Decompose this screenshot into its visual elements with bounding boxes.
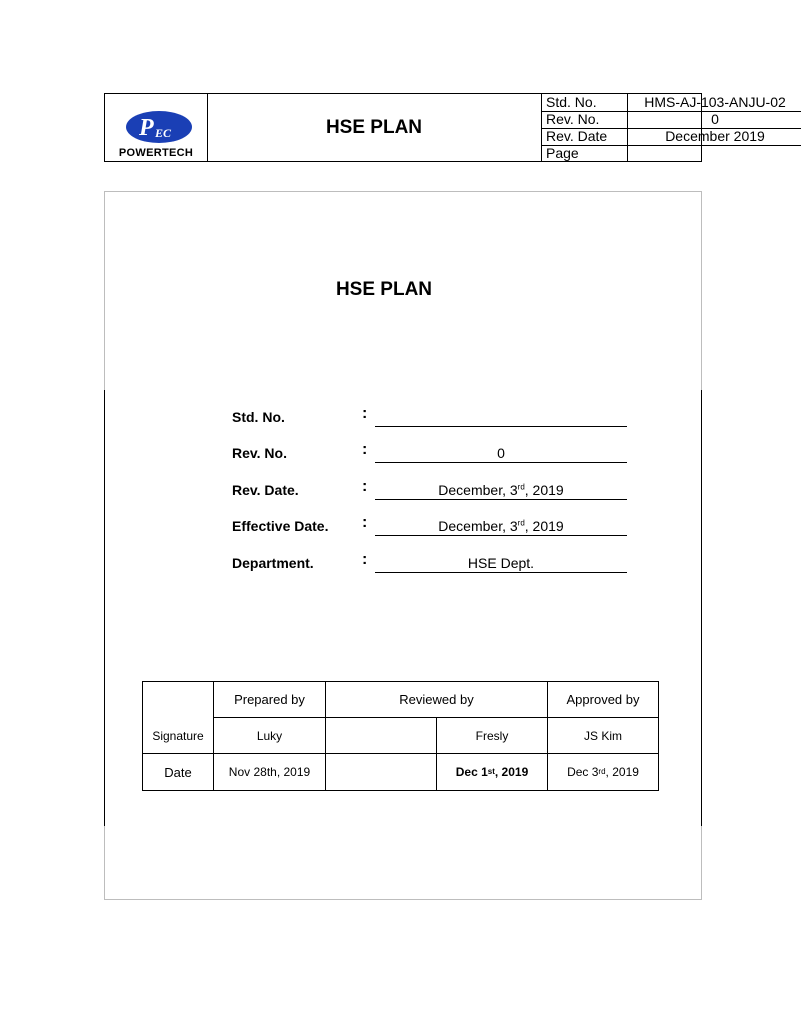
field-colon: : [362,478,368,495]
svg-text:P: P [139,115,154,141]
meta-page [541,145,801,162]
document-header [104,93,786,162]
field-std-no [232,405,632,429]
field-label: Effective Date. [232,518,329,534]
meta-key: Std. No. [541,94,628,111]
field-value: 0 [375,441,627,463]
field-rev-date [232,478,632,502]
field-colon: : [362,514,368,531]
prepared-date: Nov 28th, 2019 [228,765,311,779]
field-department [232,551,632,575]
field-colon: : [362,551,368,568]
field-value: December, 3rd, 2019 [375,514,627,536]
reviewed-date: Dec 1 st , 2019 [455,765,529,779]
approved-date: Dec 3 rd , 2019 [567,765,639,779]
main-title: HSE PLAN [335,279,433,300]
company-name: POWERTECH [118,147,194,159]
field-value: HSE Dept. [375,551,627,573]
meta-value: HMS-AJ-103-ANJU-02 [644,94,786,110]
reviewed-signature: Fresly [475,728,509,743]
company-logo [105,94,208,161]
signature-label: Signature [152,728,204,743]
field-label: Rev. Date. [232,482,299,498]
frame-bottom-border [104,826,702,900]
meta-key: Page [541,145,628,162]
meta-rev-date [541,128,801,145]
meta-std-no [541,94,801,111]
header-prepared-by: Prepared by [234,692,305,707]
field-colon: : [362,441,368,458]
meta-value: December 2019 [665,128,765,144]
meta-value: 0 [711,111,719,127]
header-meta [541,94,801,161]
meta-key: Rev. No. [541,111,628,128]
header-title: HSE PLAN [207,94,542,161]
approval-table [142,681,659,791]
meta-rev-no [541,111,801,128]
field-label: Department. [232,555,314,571]
header-reviewed-by: Reviewed by [399,692,474,707]
svg-text:EC: EC [155,126,172,140]
field-colon: : [362,405,368,422]
field-effective-date [232,514,632,538]
prepared-signature: Luky [256,728,283,743]
field-value: December, 3rd, 2019 [375,478,627,500]
date-label: Date [164,764,192,780]
field-label: Rev. No. [232,445,287,461]
header-approved-by: Approved by [566,692,640,707]
approved-signature: JS Kim [583,728,622,743]
meta-key: Rev. Date [541,128,628,145]
pec-logo-icon [125,110,193,144]
field-value [375,405,627,427]
field-label: Std. No. [232,409,285,425]
field-rev-no [232,441,632,465]
